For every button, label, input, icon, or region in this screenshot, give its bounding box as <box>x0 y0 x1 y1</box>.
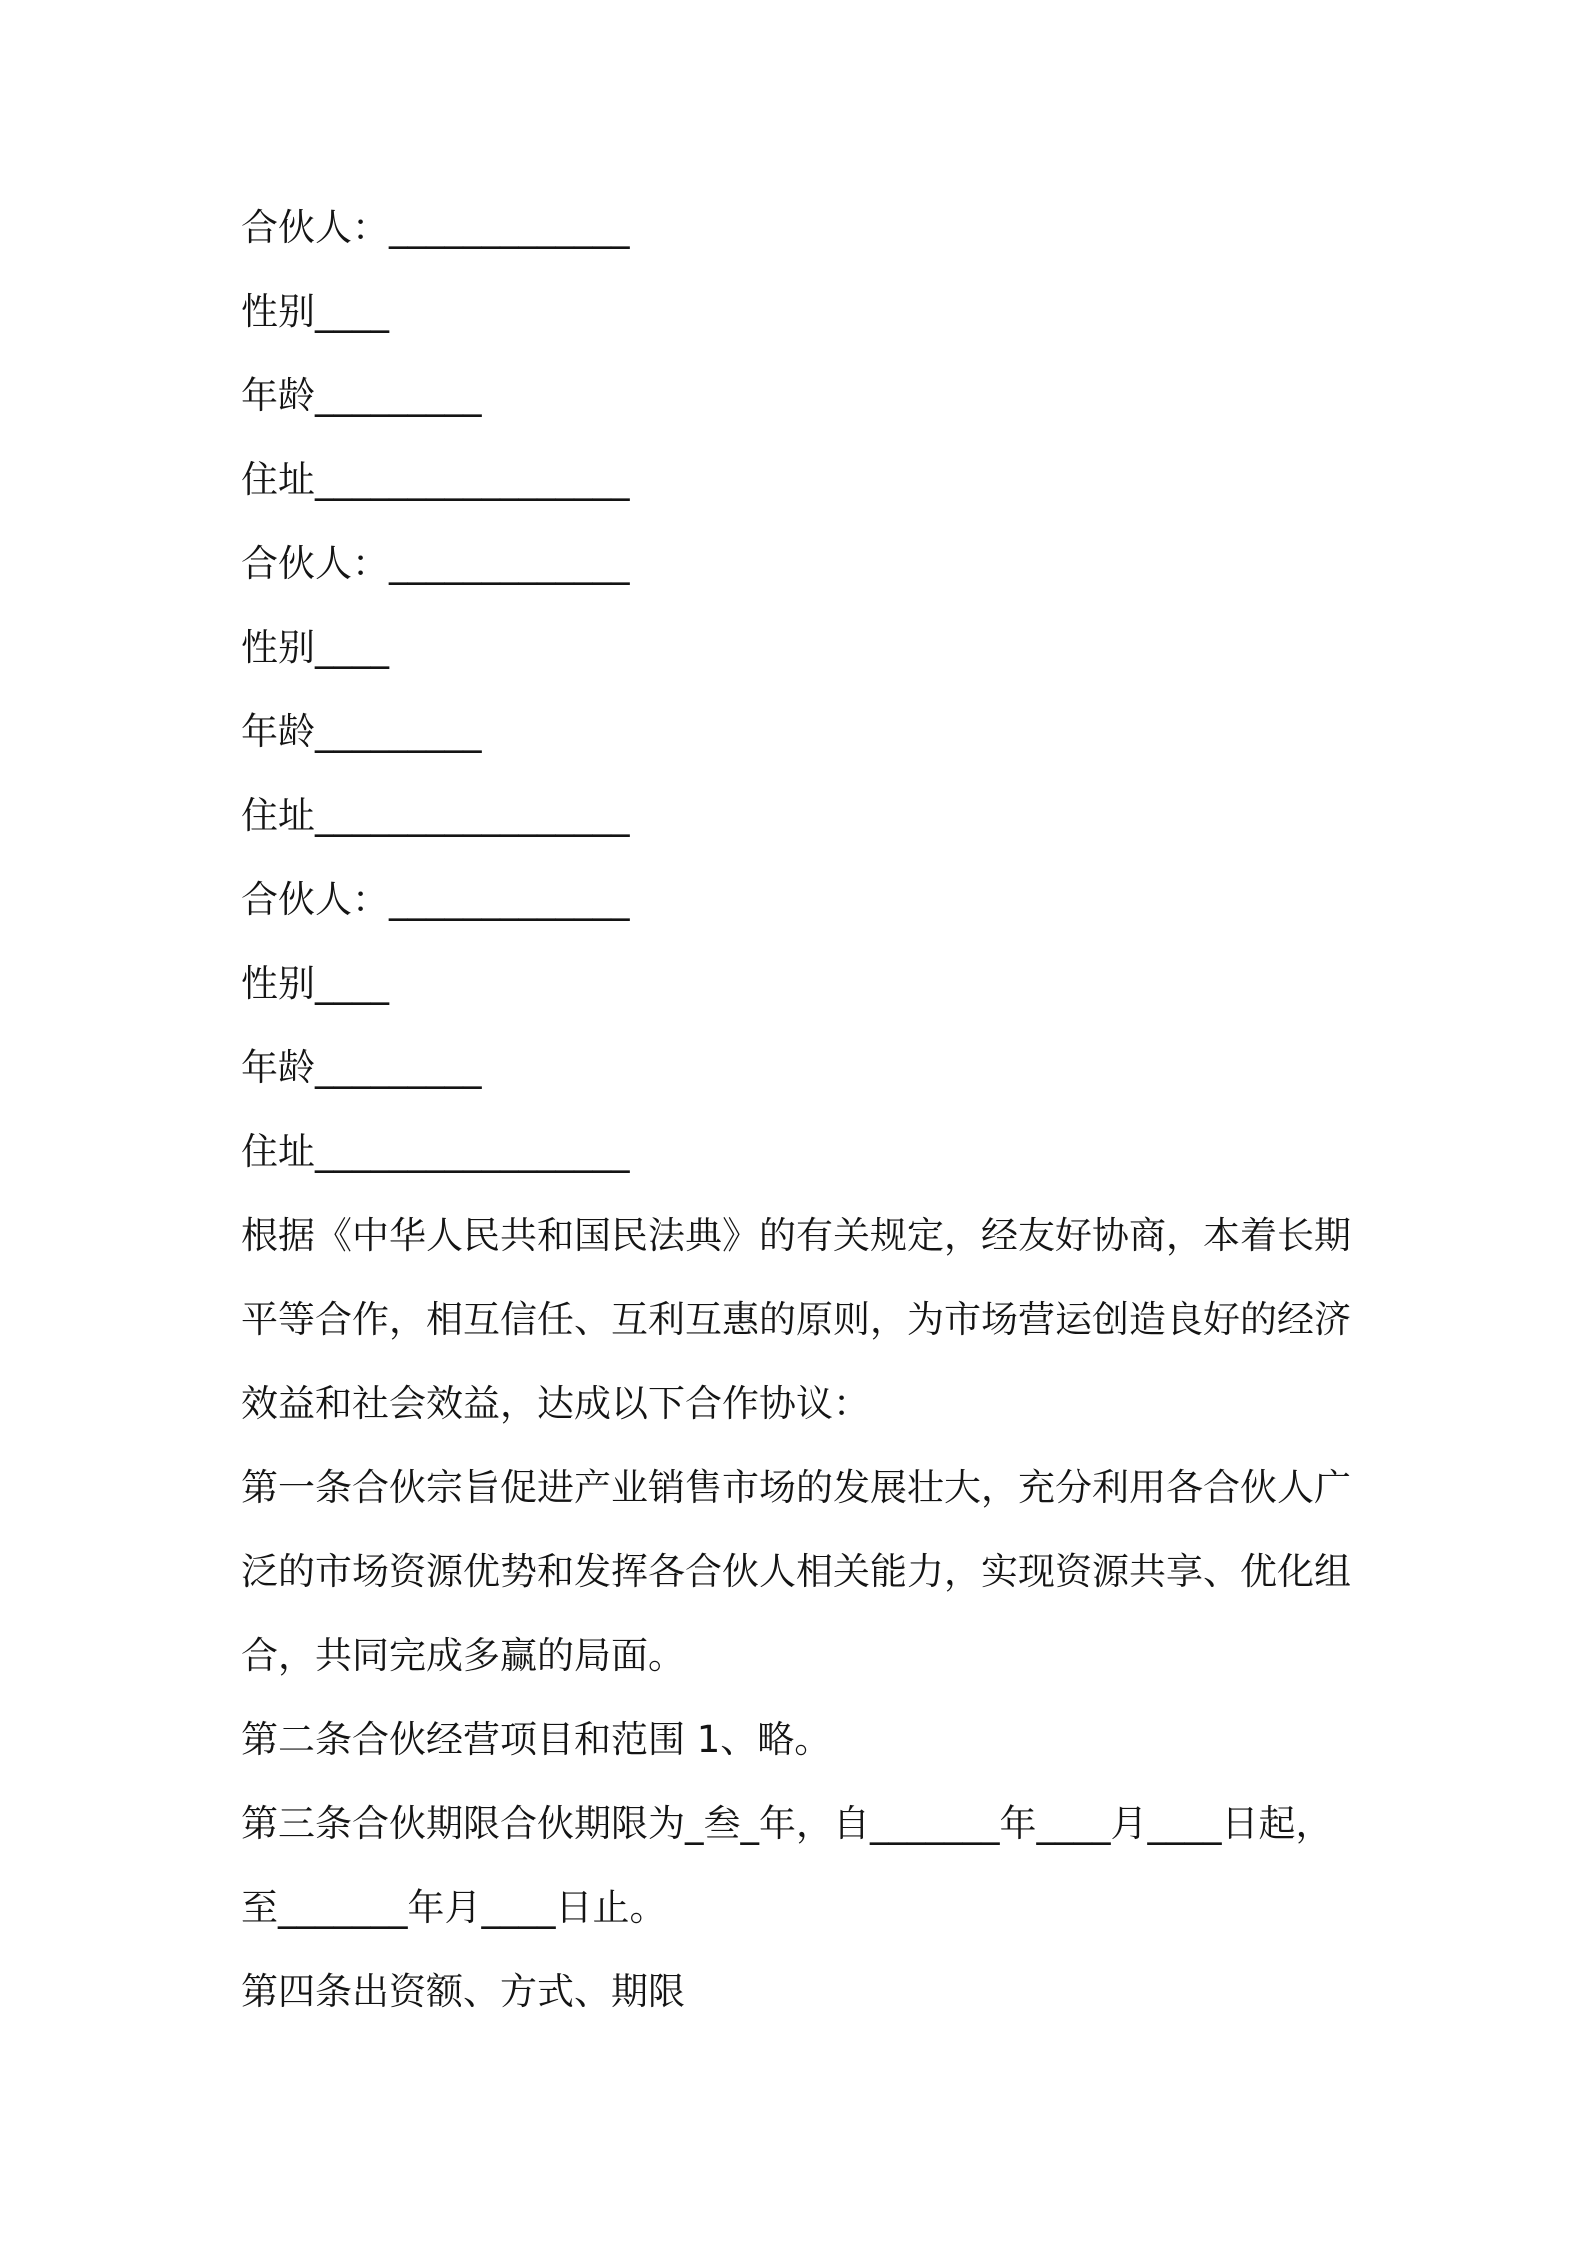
preamble-line: 效益和社会效益，达成以下合作协议： <box>241 1382 870 1425</box>
article-4-line: 第四条出资额、方式、期限 <box>241 1970 685 2013</box>
article-1-line: 合，共同完成多赢的局面。 <box>241 1634 685 1677</box>
partner-name-line: 合伙人：_____________ <box>241 542 630 585</box>
partner-address-line: 住址_________________ <box>241 1130 630 1173</box>
article-1-line: 泛的市场资源优势和发挥各合伙人相关能力，实现资源共享、优化组 <box>241 1550 1351 1593</box>
partner-name-line: 合伙人：_____________ <box>241 878 630 921</box>
article-3-line: 至_______年月____日止。 <box>241 1886 667 1929</box>
article-3-line: 第三条合伙期限合伙期限为_叁_年，自_______年____月____日起， <box>241 1802 1333 1845</box>
partner-block-3 <box>241 858 1371 1194</box>
preamble-line: 平等合作，相互信任、互利互惠的原则，为市场营运创造良好的经济 <box>241 1298 1351 1341</box>
article-4-heading <box>241 1950 1371 2034</box>
partner-block-1 <box>241 186 1371 522</box>
partner-gender-line: 性别____ <box>241 290 389 333</box>
partner-address-line: 住址_________________ <box>241 458 630 501</box>
partner-block-2 <box>241 522 1371 858</box>
article-1-line: 第一条合伙宗旨促进产业销售市场的发展壮大，充分利用各合伙人广 <box>241 1466 1351 1509</box>
preamble-paragraph <box>241 1194 1371 1446</box>
partner-gender-line: 性别____ <box>241 962 389 1005</box>
partner-address-line: 住址_________________ <box>241 794 630 837</box>
article-2-line: 第二条合伙经营项目和范围 1、略。 <box>241 1718 832 1761</box>
preamble-line: 根据《中华人民共和国民法典》的有关规定，经友好协商，本着长期 <box>241 1214 1351 1257</box>
article-2-paragraph <box>241 1698 1371 1782</box>
partner-name-line: 合伙人：_____________ <box>241 206 630 249</box>
partner-age-line: 年龄_________ <box>241 1046 482 1089</box>
article-1-paragraph <box>241 1446 1371 1698</box>
contract-body <box>241 186 1371 2034</box>
partner-gender-line: 性别____ <box>241 626 389 669</box>
partner-age-line: 年龄_________ <box>241 710 482 753</box>
article-3-paragraph <box>241 1782 1371 1950</box>
partner-age-line: 年龄_________ <box>241 374 482 417</box>
